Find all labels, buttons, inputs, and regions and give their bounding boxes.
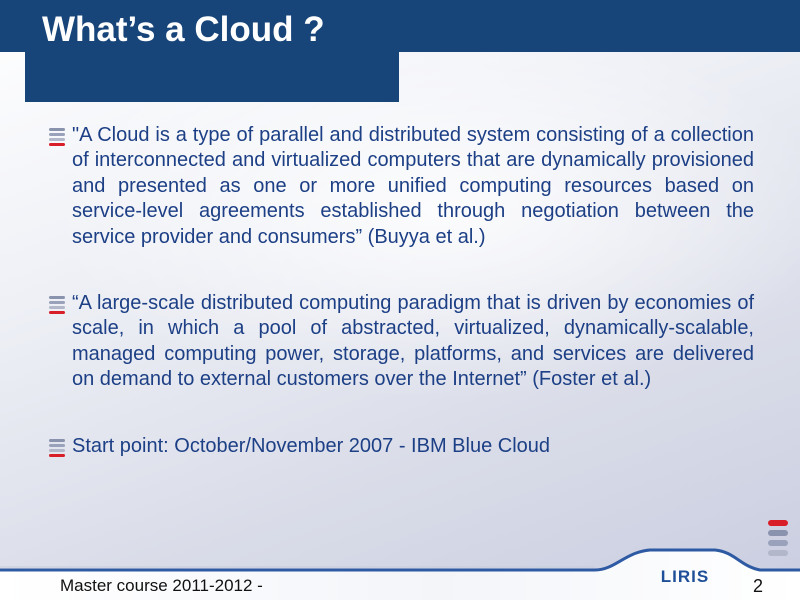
slide-title: What’s a Cloud ? [42,10,325,49]
bullet-item [46,291,754,393]
bullet-item [46,434,754,459]
page-number: 2 [753,576,764,596]
bullet-text: "A Cloud is a type of parallel and distributed system consisting of a collection of interconnected and virtualized computers that are dynamically provisioned and presented as one or more unified computing resources based on service-level agreements established through negotiation between the service provider and consumers” (Buyya et al.) [72,124,754,248]
liris-logo [645,565,725,587]
logo-text: LIRIS [660,567,710,586]
stacked-bars-bullet-icon [49,296,65,314]
bullet-item [46,123,754,250]
bullet-text: Start point: October/November 2007 - IBM Blue Cloud [72,434,551,457]
stacked-bars-decoration-icon [768,520,788,564]
stacked-bars-bullet-icon [49,439,65,457]
slide-content [46,123,754,459]
bullet-text: “A large-scale distributed computing paradigm that is driven by economies of scale, in which a pool of abstracted, virtualized, dynamically-scalable, managed computing power, storage, platforms, and services are delivered on demand to external customers over the Internet” (Foster et al.) [72,292,754,391]
footer-course: Master course 2011-2012 - [60,576,263,595]
stacked-bars-bullet-icon [49,128,65,146]
title-box [25,52,399,102]
